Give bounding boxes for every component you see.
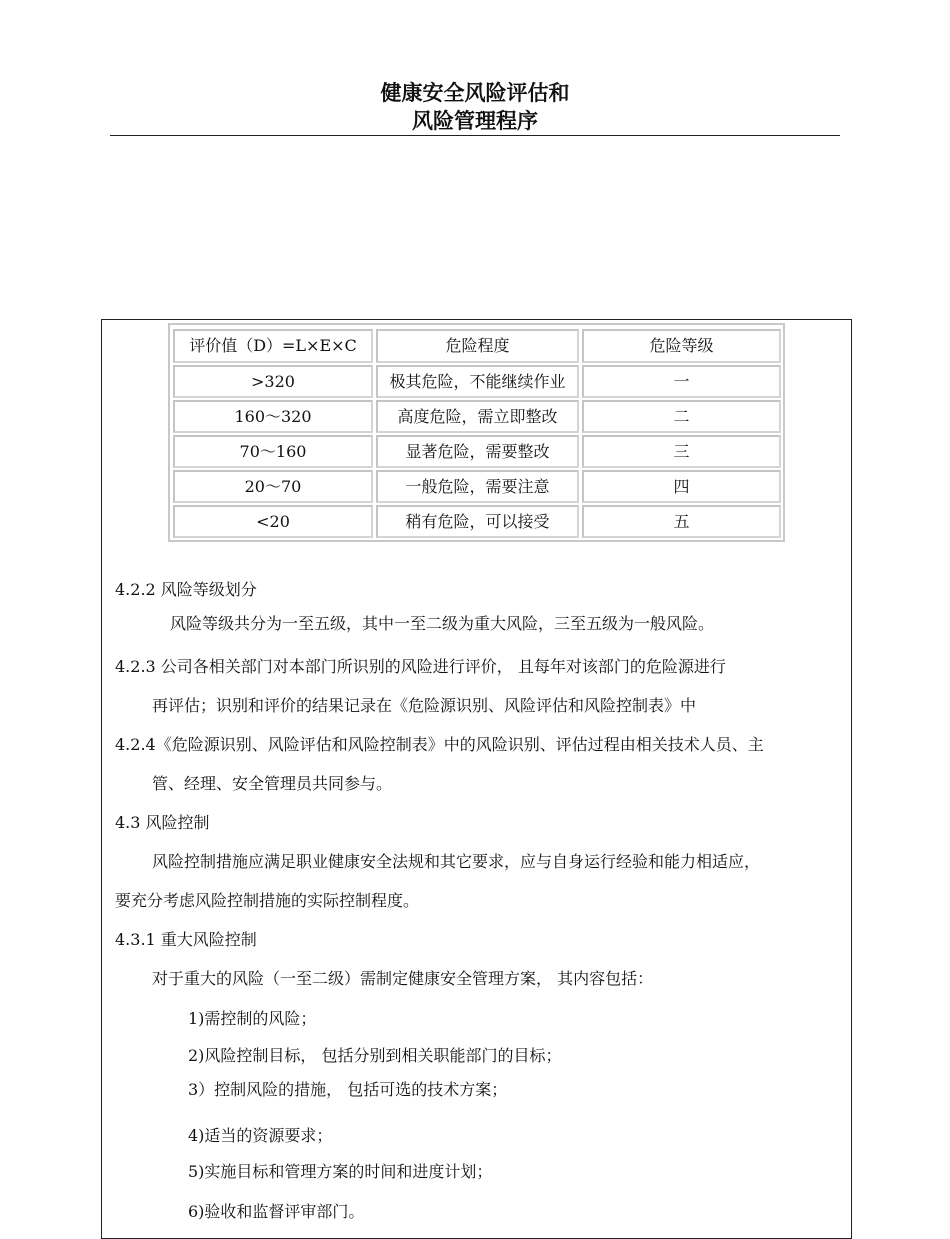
table-header-cell: 危险等级 xyxy=(582,329,781,363)
table-cell: 160～320 xyxy=(173,400,373,433)
section-4-2-4-line2: 管、经理、安全管理员共同参与。 xyxy=(152,774,393,793)
header-rule xyxy=(110,135,840,136)
table-cell: >320 xyxy=(173,365,373,398)
section-4-3-line2: 要充分考虑风险控制措施的实际控制程度。 xyxy=(115,891,420,910)
list-item: 2)风险控制目标， 包括分别到相关职能部门的目标； xyxy=(188,1046,562,1065)
section-4-3-line1: 风险控制措施应满足职业健康安全法规和其它要求，应与自身运行经验和能力相适应， xyxy=(152,852,761,871)
table-cell: 一般危险，需要注意 xyxy=(376,470,579,503)
table-cell: 高度危险，需立即整改 xyxy=(376,400,579,433)
section-4-2-3-line2: 再评估；识别和评价的结果记录在《危险源识别、风险评估和风险控制表》中 xyxy=(152,696,697,715)
table-cell: 一 xyxy=(582,365,781,398)
table-header-cell: 危险程度 xyxy=(376,329,579,363)
table-header-cell: 评价值（D）=L×E×C xyxy=(173,329,373,363)
document-title-line1: 健康安全风险评估和 xyxy=(380,81,570,105)
table-cell: 二 xyxy=(582,400,781,433)
list-item: 3）控制风险的措施， 包括可选的技术方案； xyxy=(188,1080,508,1099)
section-4-3-1-heading: 4.3.1 重大风险控制 xyxy=(115,930,257,949)
list-item: 1)需控制的风险； xyxy=(188,1009,317,1028)
section-4-2-4-line1: 4.2.4《危险源识别、风险评估和风险控制表》中的风险识别、评估过程由相关技术人员、主 xyxy=(115,735,764,754)
section-4-3-heading: 4.3 风险控制 xyxy=(115,813,210,832)
table-cell: 显著危险，需要整改 xyxy=(376,435,579,468)
table-cell: 五 xyxy=(582,505,781,538)
document-title-line2: 风险管理程序 xyxy=(412,109,538,133)
table-cell: <20 xyxy=(173,505,373,538)
risk-level-table xyxy=(168,323,785,542)
table-cell: 极其危险，不能继续作业 xyxy=(376,365,579,398)
table-cell: 70～160 xyxy=(173,435,373,468)
table-cell: 稍有危险，可以接受 xyxy=(376,505,579,538)
list-item: 5)实施目标和管理方案的时间和进度计划； xyxy=(188,1162,493,1181)
table-cell: 20～70 xyxy=(173,470,373,503)
section-4-2-2-text: 风险等级共分为一至五级，其中一至二级为重大风险，三至五级为一般风险。 xyxy=(170,614,715,633)
section-4-3-1-intro: 对于重大的风险（一至二级）需制定健康安全管理方案， 其内容包括： xyxy=(152,969,654,988)
list-item: 4)适当的资源要求； xyxy=(188,1126,333,1145)
table-cell: 三 xyxy=(582,435,781,468)
table-cell: 四 xyxy=(582,470,781,503)
list-item: 6)验收和监督评审部门。 xyxy=(188,1202,365,1221)
section-4-2-3-line1: 4.2.3 公司各相关部门对本部门所识别的风险进行评价， 且每年对该部门的危险源进行 xyxy=(115,657,726,676)
section-4-2-2-heading: 4.2.2 风险等级划分 xyxy=(115,580,257,599)
